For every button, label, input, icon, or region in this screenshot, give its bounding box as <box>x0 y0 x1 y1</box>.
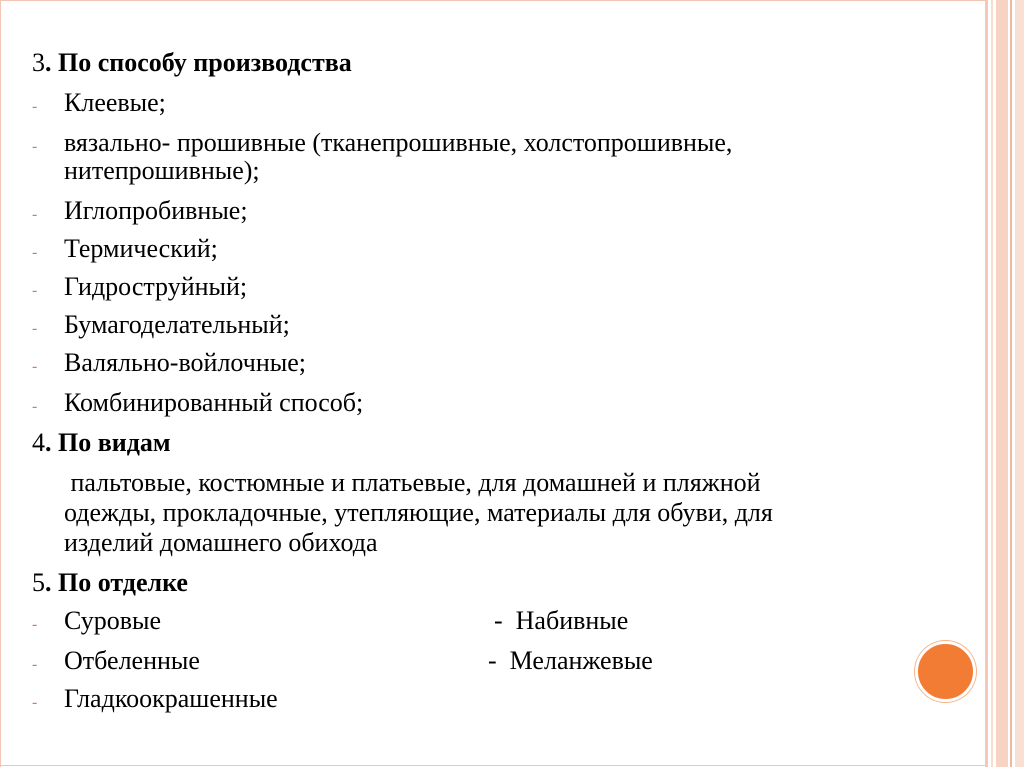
bullet-dash: - <box>32 282 38 299</box>
list-item-text: Гладкоокрашенные <box>64 684 278 713</box>
list-item-text: Гидроструйный; <box>64 272 248 301</box>
bullet-dash: - <box>32 244 38 261</box>
list-item-text: Отбеленные <box>64 646 200 675</box>
list-item-text: Иглопробивные; <box>64 196 248 225</box>
bullet-dash: - <box>32 694 38 711</box>
list-item-text: Валяльно-войлочные; <box>64 348 306 377</box>
list-item-text: Суровые <box>64 606 161 635</box>
bullet-dash: - <box>32 398 38 415</box>
bullet-dash: - <box>32 616 38 633</box>
bullet-dash: - <box>32 656 38 673</box>
section-5-heading <box>32 568 188 598</box>
list-item-text: вязально- прошивные (тканепрошивные, холстопрошивные, <box>64 128 733 157</box>
section-3-number: 3 <box>32 48 45 77</box>
section-3-title: . По способу производства <box>45 48 352 77</box>
frame-top-line <box>0 0 985 1</box>
bullet-dash: - <box>32 98 38 115</box>
list-item-text: Клеевые; <box>64 88 166 117</box>
section-4-title: . По видам <box>45 428 171 457</box>
paragraph-text: изделий домашнего обихода <box>64 528 378 557</box>
section-4-number: 4 <box>32 428 45 457</box>
list-item-text: Термический; <box>64 234 218 263</box>
section-5-number: 5 <box>32 568 45 597</box>
list-item-right-text: - Набивные <box>494 606 629 635</box>
section-3-heading <box>32 48 352 78</box>
list-item-text: Бумагоделательный; <box>64 310 290 339</box>
bullet-dash: - <box>32 206 38 223</box>
frame-bottom-line <box>0 765 985 766</box>
bullet-dash: - <box>32 138 38 155</box>
accent-circle <box>915 641 976 702</box>
list-item-text: нитепрошивные); <box>64 156 260 185</box>
frame-left-line <box>0 0 1 767</box>
bullet-dash: - <box>32 358 38 375</box>
decorative-stripes <box>985 0 1024 767</box>
paragraph-text: пальтовые, костюмные и платьевые, для домашней и пляжной <box>64 468 761 497</box>
section-4-heading <box>32 428 171 458</box>
list-item-right-text: - Меланжевые <box>488 646 653 675</box>
paragraph-text: одежды, прокладочные, утепляющие, материалы для обуви, для <box>64 498 773 527</box>
section-5-title: . По отделке <box>45 568 188 597</box>
bullet-dash: - <box>32 320 38 337</box>
list-item-text: Комбинированный способ; <box>64 388 364 417</box>
